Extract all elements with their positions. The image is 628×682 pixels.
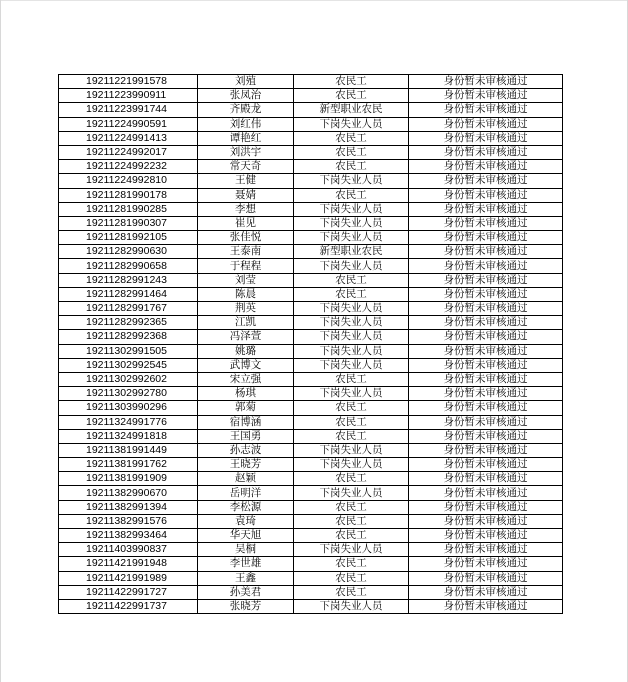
status-cell: 身份暂未审核通过 [409, 514, 563, 528]
table-row [59, 287, 563, 301]
table-row [59, 543, 563, 557]
name-cell: 崔见 [198, 216, 294, 230]
status-cell: 身份暂未审核通过 [409, 174, 563, 188]
name-cell: 张佳悦 [198, 231, 294, 245]
table-row [59, 202, 563, 216]
id-cell: 19211282992365 [59, 316, 198, 330]
status-cell: 身份暂未审核通过 [409, 571, 563, 585]
name-cell: 刘红伟 [198, 117, 294, 131]
table-row [59, 245, 563, 259]
type-cell: 下岗失业人员 [294, 117, 409, 131]
id-cell: 19211223991744 [59, 103, 198, 117]
name-cell: 江凯 [198, 316, 294, 330]
status-cell: 身份暂未审核通过 [409, 472, 563, 486]
name-cell: 常天奇 [198, 160, 294, 174]
id-cell: 19211302991505 [59, 344, 198, 358]
table-row [59, 117, 563, 131]
name-cell: 袁琦 [198, 514, 294, 528]
type-cell: 下岗失业人员 [294, 443, 409, 457]
table-row [59, 599, 563, 613]
name-cell: 岳明洋 [198, 486, 294, 500]
table-row [59, 259, 563, 273]
table-row [59, 372, 563, 386]
type-cell: 农民工 [294, 529, 409, 543]
id-cell: 19211302992602 [59, 372, 198, 386]
type-cell: 农民工 [294, 429, 409, 443]
status-cell: 身份暂未审核通过 [409, 358, 563, 372]
table-row [59, 458, 563, 472]
status-cell: 身份暂未审核通过 [409, 316, 563, 330]
table-row [59, 330, 563, 344]
type-cell: 农民工 [294, 273, 409, 287]
type-cell: 农民工 [294, 188, 409, 202]
name-cell: 于程程 [198, 259, 294, 273]
name-cell: 王泰南 [198, 245, 294, 259]
type-cell: 下岗失业人员 [294, 302, 409, 316]
status-cell: 身份暂未审核通过 [409, 145, 563, 159]
id-cell: 19211382991394 [59, 500, 198, 514]
table-row [59, 188, 563, 202]
table-row [59, 529, 563, 543]
type-cell: 下岗失业人员 [294, 202, 409, 216]
type-cell: 农民工 [294, 557, 409, 571]
id-cell: 19211224992810 [59, 174, 198, 188]
type-cell: 农民工 [294, 89, 409, 103]
name-cell: 姚璐 [198, 344, 294, 358]
name-cell: 李松源 [198, 500, 294, 514]
id-cell: 19211282991243 [59, 273, 198, 287]
type-cell: 下岗失业人员 [294, 316, 409, 330]
type-cell: 农民工 [294, 500, 409, 514]
table-row [59, 429, 563, 443]
name-cell: 陈晨 [198, 287, 294, 301]
id-cell: 19211223990911 [59, 89, 198, 103]
status-cell: 身份暂未审核通过 [409, 387, 563, 401]
table-row [59, 344, 563, 358]
table-row [59, 75, 563, 89]
roster-table [58, 74, 563, 614]
status-cell: 身份暂未审核通过 [409, 131, 563, 145]
name-cell: 郭菊 [198, 401, 294, 415]
id-cell: 19211281990285 [59, 202, 198, 216]
name-cell: 荆英 [198, 302, 294, 316]
status-cell: 身份暂未审核通过 [409, 401, 563, 415]
table-row [59, 500, 563, 514]
type-cell: 下岗失业人员 [294, 259, 409, 273]
type-cell: 下岗失业人员 [294, 599, 409, 613]
type-cell: 农民工 [294, 514, 409, 528]
name-cell: 孙美君 [198, 585, 294, 599]
name-cell: 宿博涵 [198, 415, 294, 429]
table-row [59, 174, 563, 188]
type-cell: 农民工 [294, 131, 409, 145]
name-cell: 张晓芳 [198, 599, 294, 613]
table-row [59, 273, 563, 287]
status-cell: 身份暂未审核通过 [409, 216, 563, 230]
type-cell: 农民工 [294, 145, 409, 159]
status-cell: 身份暂未审核通过 [409, 259, 563, 273]
id-cell: 19211224991413 [59, 131, 198, 145]
name-cell: 王健 [198, 174, 294, 188]
name-cell: 吴桐 [198, 543, 294, 557]
name-cell: 王鑫 [198, 571, 294, 585]
id-cell: 19211221991578 [59, 75, 198, 89]
name-cell: 齐殿龙 [198, 103, 294, 117]
type-cell: 下岗失业人员 [294, 330, 409, 344]
id-cell: 19211421991989 [59, 571, 198, 585]
type-cell: 农民工 [294, 287, 409, 301]
status-cell: 身份暂未审核通过 [409, 543, 563, 557]
id-cell: 19211381991762 [59, 458, 198, 472]
id-cell: 19211281990307 [59, 216, 198, 230]
table-row [59, 103, 563, 117]
status-cell: 身份暂未审核通过 [409, 486, 563, 500]
id-cell: 19211381991449 [59, 443, 198, 457]
table-row [59, 415, 563, 429]
id-cell: 19211282991767 [59, 302, 198, 316]
table-row [59, 557, 563, 571]
id-cell: 19211422991737 [59, 599, 198, 613]
page-top-edge [0, 0, 628, 1]
status-cell: 身份暂未审核通过 [409, 429, 563, 443]
table-row [59, 486, 563, 500]
name-cell: 华天旭 [198, 529, 294, 543]
id-cell: 19211282990658 [59, 259, 198, 273]
name-cell: 孙志波 [198, 443, 294, 457]
name-cell: 刘莹 [198, 273, 294, 287]
id-cell: 19211382991576 [59, 514, 198, 528]
table-row [59, 216, 563, 230]
table-row [59, 302, 563, 316]
status-cell: 身份暂未审核通过 [409, 89, 563, 103]
table-row [59, 387, 563, 401]
status-cell: 身份暂未审核通过 [409, 117, 563, 131]
name-cell: 王国勇 [198, 429, 294, 443]
id-cell: 19211224992232 [59, 160, 198, 174]
type-cell: 下岗失业人员 [294, 216, 409, 230]
status-cell: 身份暂未审核通过 [409, 529, 563, 543]
id-cell: 19211302992780 [59, 387, 198, 401]
status-cell: 身份暂未审核通过 [409, 103, 563, 117]
status-cell: 身份暂未审核通过 [409, 75, 563, 89]
name-cell: 李世雄 [198, 557, 294, 571]
name-cell: 王晓芳 [198, 458, 294, 472]
table-row [59, 571, 563, 585]
type-cell: 下岗失业人员 [294, 458, 409, 472]
status-cell: 身份暂未审核通过 [409, 245, 563, 259]
name-cell: 谭艳红 [198, 131, 294, 145]
name-cell: 宋立强 [198, 372, 294, 386]
type-cell: 农民工 [294, 401, 409, 415]
status-cell: 身份暂未审核通过 [409, 160, 563, 174]
id-cell: 19211224992017 [59, 145, 198, 159]
type-cell: 农民工 [294, 415, 409, 429]
id-cell: 19211324991776 [59, 415, 198, 429]
type-cell: 新型职业农民 [294, 103, 409, 117]
status-cell: 身份暂未审核通过 [409, 599, 563, 613]
type-cell: 下岗失业人员 [294, 358, 409, 372]
type-cell: 农民工 [294, 372, 409, 386]
table-row [59, 585, 563, 599]
type-cell: 新型职业农民 [294, 245, 409, 259]
status-cell: 身份暂未审核通过 [409, 302, 563, 316]
id-cell: 19211281992105 [59, 231, 198, 245]
name-cell: 武博文 [198, 358, 294, 372]
type-cell: 农民工 [294, 585, 409, 599]
status-cell: 身份暂未审核通过 [409, 273, 563, 287]
id-cell: 19211324991818 [59, 429, 198, 443]
table-row [59, 131, 563, 145]
status-cell: 身份暂未审核通过 [409, 415, 563, 429]
type-cell: 农民工 [294, 571, 409, 585]
table-row [59, 316, 563, 330]
id-cell: 19211281990178 [59, 188, 198, 202]
id-cell: 19211282990630 [59, 245, 198, 259]
status-cell: 身份暂未审核通过 [409, 443, 563, 457]
id-cell: 19211382990670 [59, 486, 198, 500]
status-cell: 身份暂未审核通过 [409, 344, 563, 358]
id-cell: 19211381991909 [59, 472, 198, 486]
id-cell: 19211282992368 [59, 330, 198, 344]
table-row [59, 358, 563, 372]
type-cell: 下岗失业人员 [294, 344, 409, 358]
status-cell: 身份暂未审核通过 [409, 458, 563, 472]
table-row [59, 443, 563, 457]
name-cell: 赵颖 [198, 472, 294, 486]
type-cell: 农民工 [294, 160, 409, 174]
type-cell: 下岗失业人员 [294, 543, 409, 557]
status-cell: 身份暂未审核通过 [409, 557, 563, 571]
name-cell: 杨琪 [198, 387, 294, 401]
name-cell: 刘殖 [198, 75, 294, 89]
status-cell: 身份暂未审核通过 [409, 372, 563, 386]
id-cell: 19211403990837 [59, 543, 198, 557]
table-row [59, 401, 563, 415]
name-cell: 聂婧 [198, 188, 294, 202]
name-cell: 张凤治 [198, 89, 294, 103]
table-row [59, 160, 563, 174]
type-cell: 下岗失业人员 [294, 231, 409, 245]
id-cell: 19211422991727 [59, 585, 198, 599]
name-cell: 冯泽萱 [198, 330, 294, 344]
type-cell: 下岗失业人员 [294, 174, 409, 188]
id-cell: 19211224990591 [59, 117, 198, 131]
table-row [59, 514, 563, 528]
status-cell: 身份暂未审核通过 [409, 500, 563, 514]
id-cell: 19211303990296 [59, 401, 198, 415]
table-row [59, 89, 563, 103]
type-cell: 下岗失业人员 [294, 387, 409, 401]
status-cell: 身份暂未审核通过 [409, 231, 563, 245]
status-cell: 身份暂未审核通过 [409, 585, 563, 599]
id-cell: 19211282991464 [59, 287, 198, 301]
roster-table-body [59, 75, 563, 614]
type-cell: 农民工 [294, 472, 409, 486]
status-cell: 身份暂未审核通过 [409, 188, 563, 202]
table-row [59, 231, 563, 245]
table-row [59, 472, 563, 486]
type-cell: 农民工 [294, 75, 409, 89]
status-cell: 身份暂未审核通过 [409, 330, 563, 344]
id-cell: 19211302992545 [59, 358, 198, 372]
id-cell: 19211421991948 [59, 557, 198, 571]
type-cell: 下岗失业人员 [294, 486, 409, 500]
page-left-edge [0, 0, 1, 682]
status-cell: 身份暂未审核通过 [409, 287, 563, 301]
name-cell: 李想 [198, 202, 294, 216]
status-cell: 身份暂未审核通过 [409, 202, 563, 216]
id-cell: 19211382993464 [59, 529, 198, 543]
name-cell: 刘洪宇 [198, 145, 294, 159]
table-row [59, 145, 563, 159]
